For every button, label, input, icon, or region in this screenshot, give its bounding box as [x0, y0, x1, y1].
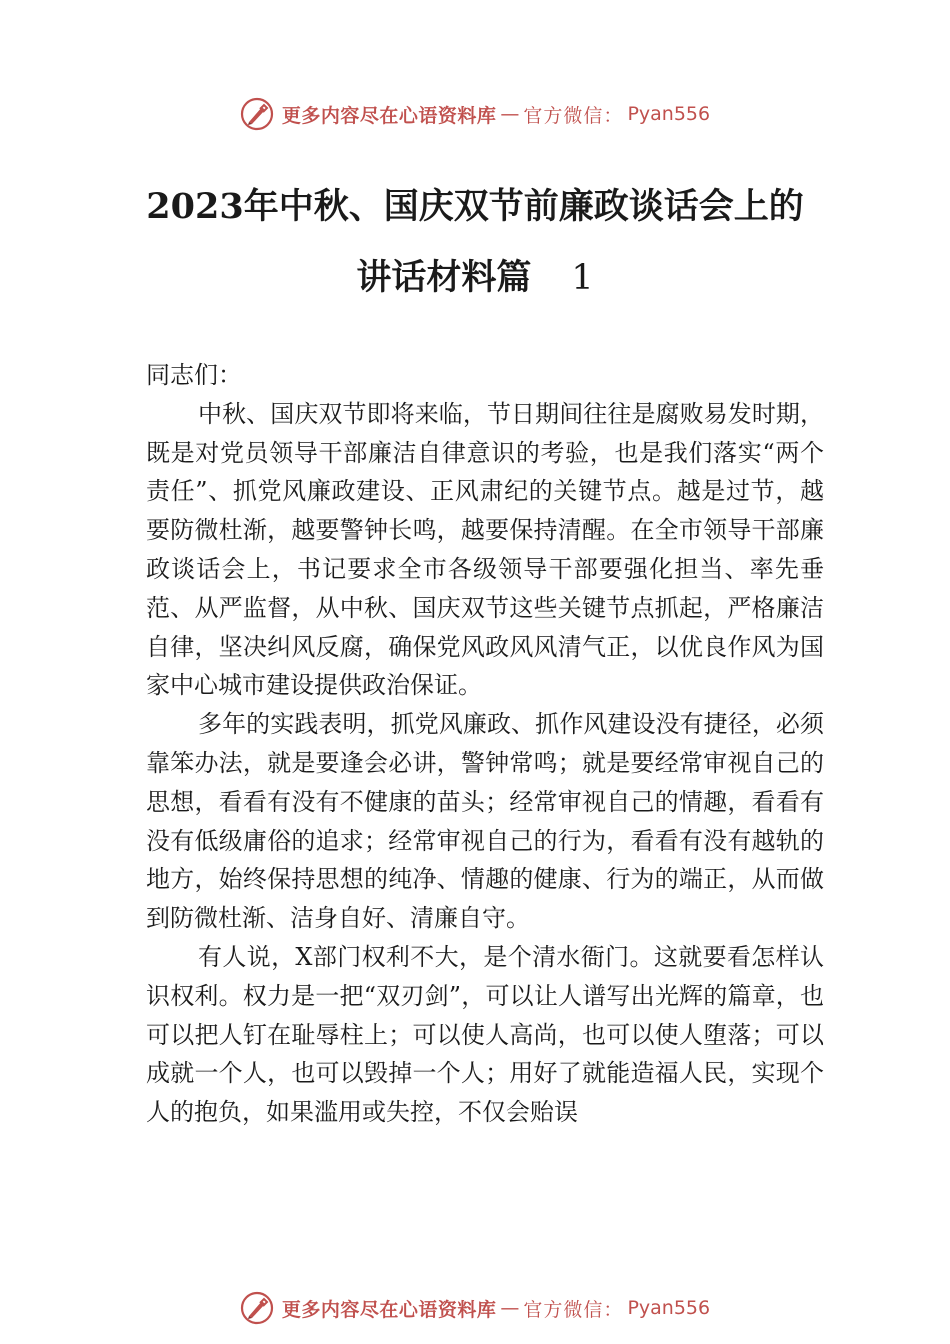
banner-text: 更多内容尽在心语资料库	[281, 104, 497, 127]
banner-separator: —	[500, 103, 520, 125]
document-title-number: 1	[571, 258, 594, 298]
header-banner	[0, 94, 950, 134]
banner-wechat-id: Pyan556	[627, 103, 711, 125]
salutation: 同志们：	[146, 361, 242, 389]
document-title-line1: 2023年中秋、国庆双节前廉政谈话会上的	[146, 186, 804, 227]
paragraph: 中秋、国庆双节即将来临，节日期间往往是腐败易发时期，既是对党员领导干部廉洁自律意识的考验，也是我们落实“两个责任”、抓党风廉政建设、正风肃纪的关键节点。越是过节，越要防微杜渐，越要警钟长鸣，越要保持清醒。在全市领导干部廉政谈话会上，书记要求全市各级领导干部要强化担当、率先垂范、从严监督，从中秋、国庆双节这些关键节点抓起，严格廉洁自律，坚决纠风反腐，确保党风政风风清气正，以优良作风为国家中心城市建设提供政治保证。	[146, 399, 824, 700]
pen-logo-icon	[240, 97, 274, 131]
document-body	[146, 356, 824, 1132]
banner-wechat-label: 官方微信：	[523, 1298, 624, 1321]
banner-wechat-label: 官方微信：	[523, 104, 624, 127]
banner-separator: —	[500, 1297, 520, 1319]
banner-text: 更多内容尽在心语资料库	[281, 1298, 497, 1321]
document-title-line2	[0, 256, 950, 300]
paragraph: 多年的实践表明，抓党风廉政、抓作风建设没有捷径，必须靠笨办法，就是要逢会必讲，警钟常鸣；就是要经常审视自己的思想，看看有没有不健康的苗头；经常审视自己的情趣，看看有没有低级庸俗的追求；经常审视自己的行为，看看有没有越轨的地方，始终保持思想的纯净、情趣的健康、行为的端正，从而做到防微杜渐、洁身自好、清廉自守。	[146, 710, 824, 933]
banner-wechat-id: Pyan556	[627, 1297, 711, 1319]
paragraph: 有人说，X部门权利不大，是个清水衙门。这就要看怎样认识权利。权力是一把“双刃剑”，可以让人谱写出光辉的篇章，也可以把人钉在耻辱柱上；可以使人高尚，也可以使人堕落；可以成就一个人，也可以毁掉一个人；用好了就能造福人民，实现个人的抱负，如果滥用或失控，不仅会贻误	[146, 942, 824, 1127]
document-title-text: 讲话材料篇	[356, 257, 532, 298]
footer-banner	[0, 1288, 950, 1328]
pen-logo-icon	[240, 1291, 274, 1325]
